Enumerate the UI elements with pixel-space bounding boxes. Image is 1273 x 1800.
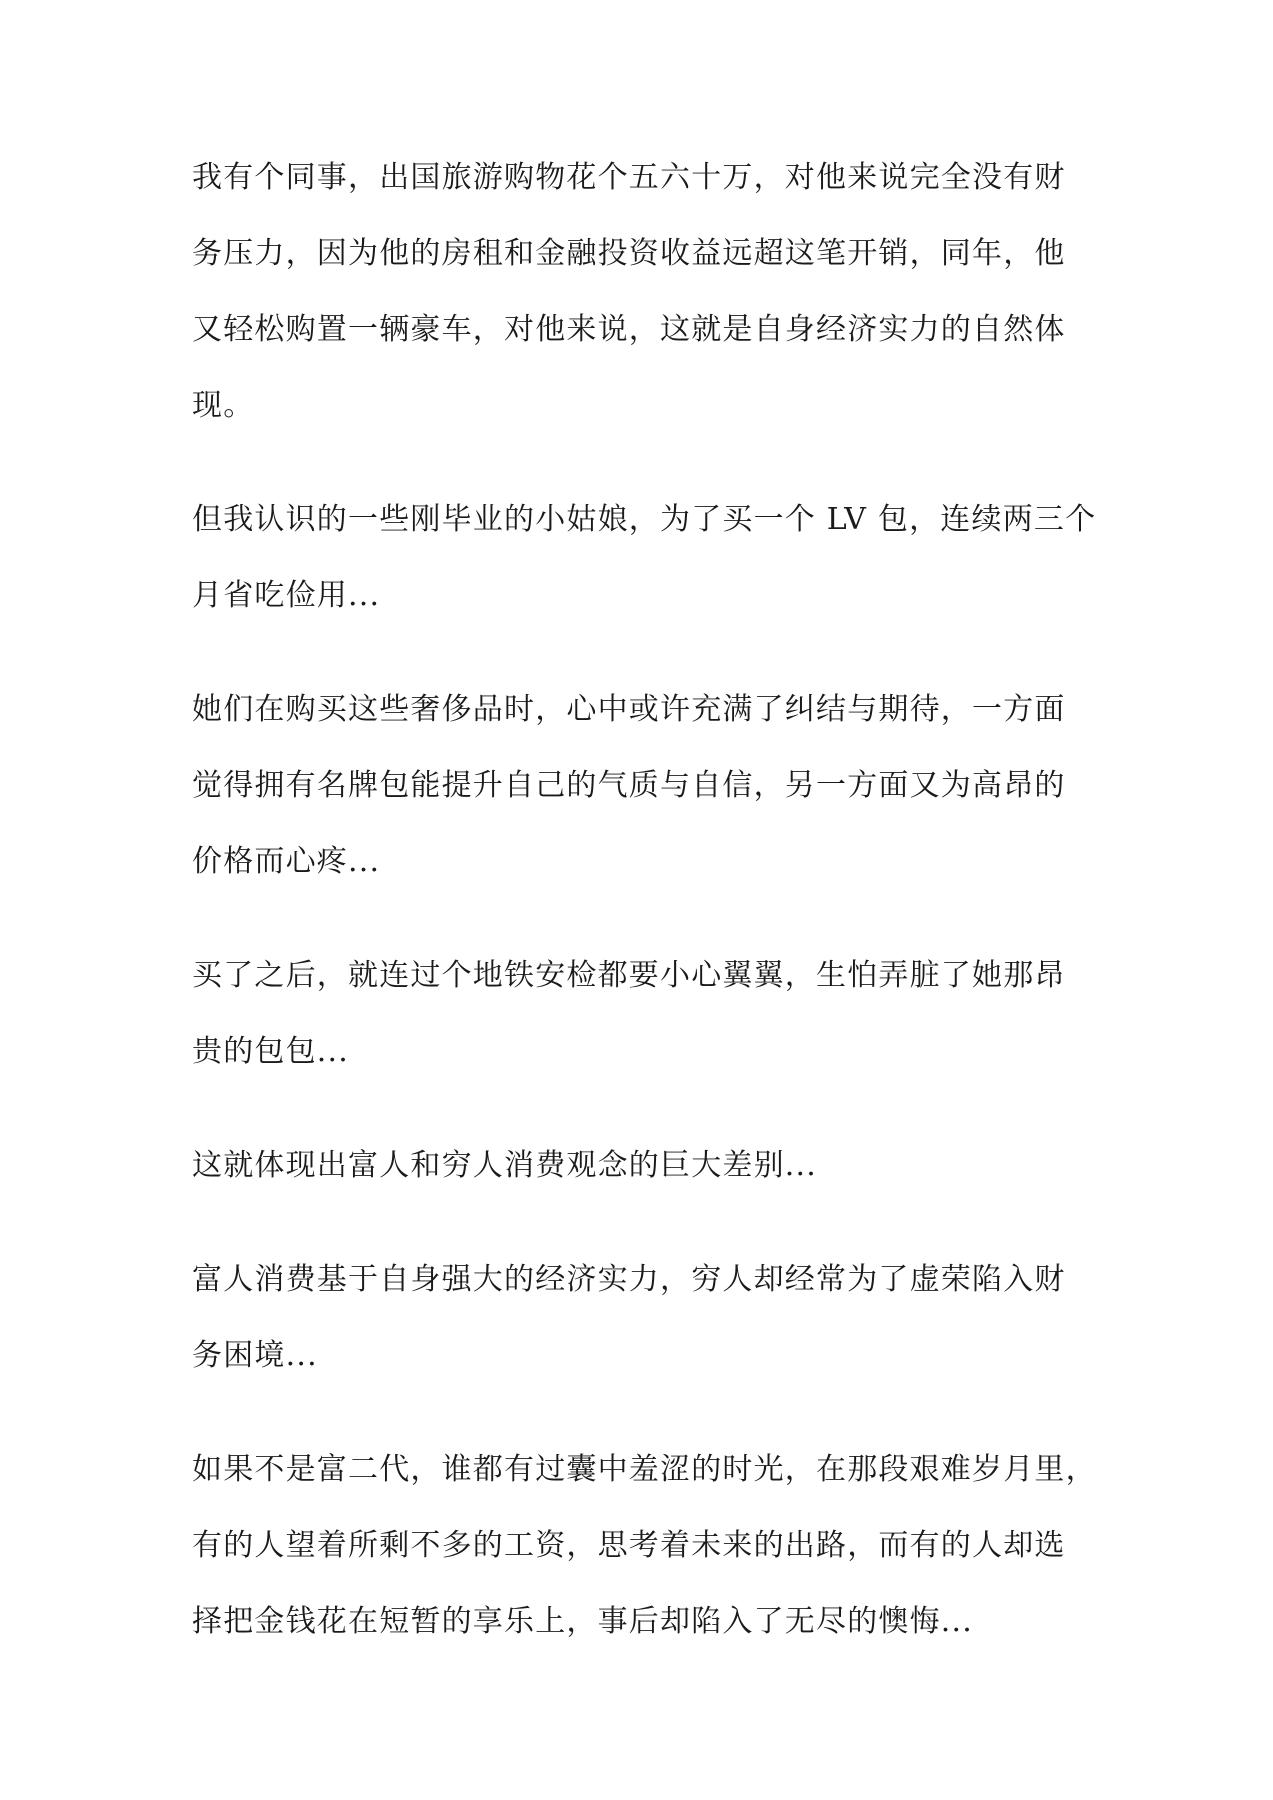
paragraph-4-line-1: 买了之后，就连过个地铁安检都要小心翼翼，生怕弄脏了她那昂 xyxy=(192,958,1066,993)
paragraph-1-line-3: 又轻松购置一辆豪车，对他来说，这就是自身经济实力的自然体 xyxy=(192,312,1066,347)
paragraph-2-line-2: 月省吃俭用... xyxy=(192,578,381,613)
paragraph-5 xyxy=(192,1128,1082,1204)
paragraph-2 xyxy=(192,482,1097,634)
paragraph-3-line-3: 价格而心疼... xyxy=(192,844,381,879)
paragraph-6 xyxy=(192,1242,1082,1394)
document-body xyxy=(192,140,1097,1698)
paragraph-6-line-1: 富人消费基于自身强大的经济实力，穷人却经常为了虚荣陷入财 xyxy=(192,1262,1066,1297)
paragraph-6-line-2: 务困境... xyxy=(192,1338,318,1373)
paragraph-7-line-3: 择把金钱花在短暂的享乐上，事后却陷入了无尽的懊悔... xyxy=(192,1604,974,1639)
paragraph-1-line-2: 务压力，因为他的房租和金融投资收益远超这笔开销，同年，他 xyxy=(192,236,1066,271)
paragraph-3-line-2: 觉得拥有名牌包能提升自己的气质与自信，另一方面又为高昂的 xyxy=(192,768,1066,803)
paragraph-4 xyxy=(192,938,1082,1090)
paragraph-7-line-1: 如果不是富二代，谁都有过囊中羞涩的时光，在那段艰难岁月里， xyxy=(192,1452,1097,1487)
paragraph-4-line-2: 贵的包包... xyxy=(192,1034,350,1069)
paragraph-7 xyxy=(192,1432,1097,1660)
paragraph-1-line-4: 现。 xyxy=(192,388,255,423)
paragraph-5-line-1: 这就体现出富人和穷人消费观念的巨大差别... xyxy=(192,1148,818,1183)
paragraph-1-line-1: 我有个同事，出国旅游购物花个五六十万，对他来说完全没有财 xyxy=(192,160,1066,195)
paragraph-1 xyxy=(192,140,1082,444)
paragraph-2-line-1: 但我认识的一些刚毕业的小姑娘，为了买一个 LV 包，连续两三个 xyxy=(192,502,1097,537)
paragraph-7-line-2: 有的人望着所剩不多的工资，思考着未来的出路，而有的人却选 xyxy=(192,1528,1066,1563)
paragraph-3 xyxy=(192,672,1082,900)
paragraph-3-line-1: 她们在购买这些奢侈品时，心中或许充满了纠结与期待，一方面 xyxy=(192,692,1066,727)
